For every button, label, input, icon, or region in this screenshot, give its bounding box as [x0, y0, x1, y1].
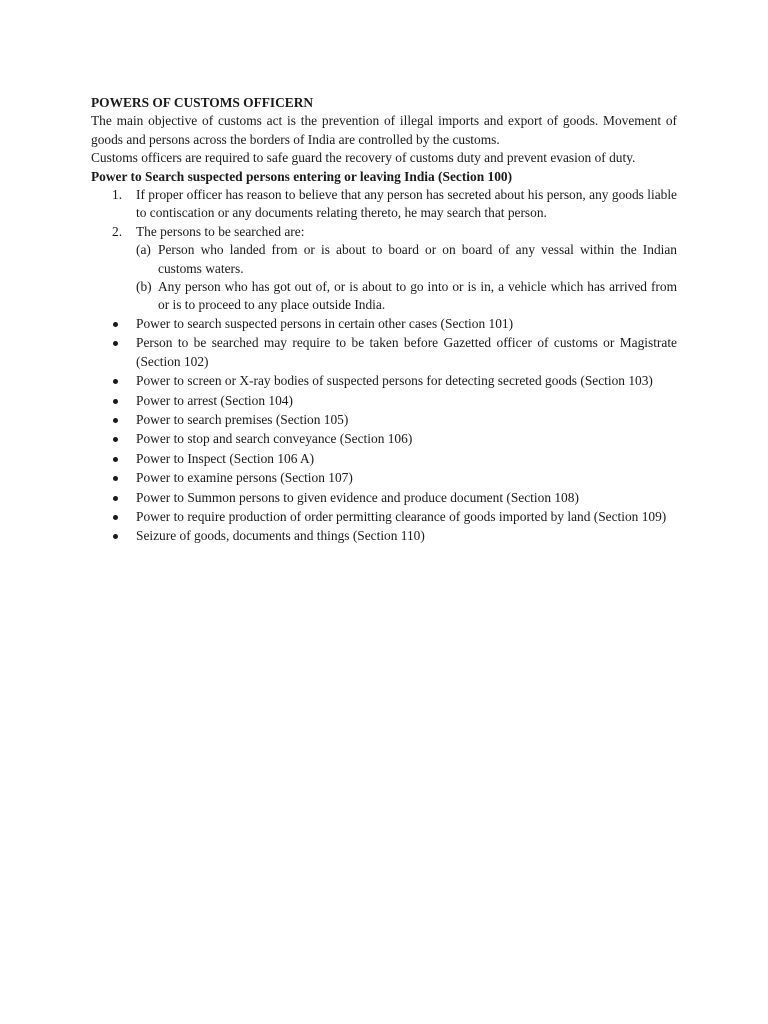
bullet-item: [91, 334, 677, 371]
bullet-text: Person to be searched may require to be taken before Gazetted officer of customs or Magistrate (Section 102): [136, 335, 677, 369]
document-page: [91, 94, 677, 547]
bullet-text: Seizure of goods, documents and things (Section 110): [136, 528, 425, 544]
bullet-icon: [113, 515, 118, 520]
lettered-item: [136, 241, 677, 278]
item-letter: (b): [136, 279, 152, 295]
bullet-item: [91, 372, 677, 390]
bullet-item: [91, 450, 677, 468]
bullet-item: [91, 411, 677, 429]
intro-paragraphs: [91, 112, 677, 167]
bullet-text: Power to arrest (Section 104): [136, 392, 293, 408]
bullet-icon: [113, 418, 118, 423]
bullet-icon: [113, 341, 118, 346]
item-text: If proper officer has reason to believe that any person has secreted about his person, any goods liable to contiscation or any documents relating thereto, he may search that person.: [136, 187, 677, 221]
bullet-icon: [113, 534, 118, 539]
bullet-item: [91, 430, 677, 448]
bullet-icon: [113, 379, 118, 384]
bullet-text: Power to Inspect (Section 106 A): [136, 450, 315, 466]
bullet-text: Power to stop and search conveyance (Section 106): [136, 431, 413, 447]
numbered-item: [91, 223, 677, 315]
item-letter: (a): [136, 242, 151, 258]
item-number: 1.: [112, 187, 123, 203]
bullet-text: Power to examine persons (Section 107): [136, 470, 353, 486]
numbered-item: [91, 186, 677, 223]
bullet-text: Power to Summon persons to given evidence and produce document (Section 108): [136, 489, 579, 505]
bullet-item: [91, 469, 677, 487]
lettered-item: [136, 278, 677, 315]
numbered-list: [91, 186, 677, 315]
bullet-item: [91, 489, 677, 507]
section-heading: Power to Search suspected persons entering or leaving India (Section 100): [91, 168, 513, 184]
item-text: Any person who has got out of, or is about to go into or is in, a vehicle which has arrived from or is to proceed to any place outside India.: [158, 279, 677, 313]
bullet-icon: [113, 437, 118, 442]
bullet-text: Power to require production of order permitting clearance of goods imported by land (Section 109): [136, 508, 667, 524]
bullet-text: Power to search suspected persons in certain other cases (Section 101): [136, 315, 514, 331]
bullet-item: [91, 392, 677, 410]
item-text: The persons to be searched are:: [136, 223, 305, 239]
bullet-icon: [113, 322, 118, 327]
intro-paragraph: Customs officers are required to safe guard the recovery of customs duty and prevent evasion of duty.: [91, 150, 636, 166]
bullet-item: [91, 527, 677, 545]
bullet-icon: [113, 457, 118, 462]
bullet-item: [91, 315, 677, 333]
bullet-list: [91, 315, 677, 546]
bullet-item: [91, 508, 677, 526]
item-text: Person who landed from or is about to board or on board of any vessal within the Indian customs waters.: [158, 242, 677, 276]
bullet-icon: [113, 476, 118, 481]
item-number: 2.: [112, 223, 123, 239]
intro-paragraph: The main objective of customs act is the prevention of illegal imports and export of goods. Movement of goods and persons across the borders of India are controlled by the customs.: [91, 113, 677, 147]
lettered-list: [136, 241, 677, 315]
bullet-text: Power to screen or X-ray bodies of suspected persons for detecting secreted goods (Section 103): [136, 373, 653, 389]
bullet-text: Power to search premises (Section 105): [136, 411, 349, 427]
bullet-icon: [113, 496, 118, 501]
bullet-icon: [113, 399, 118, 404]
document-title: POWERS OF CUSTOMS OFFICERN: [91, 95, 314, 110]
